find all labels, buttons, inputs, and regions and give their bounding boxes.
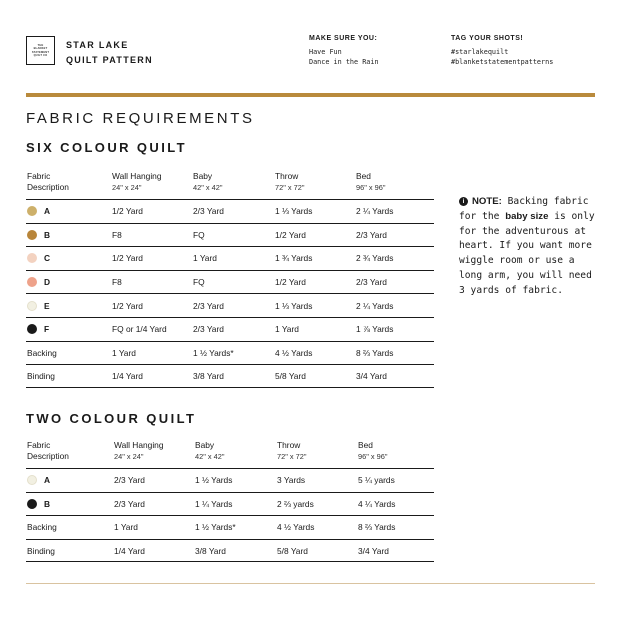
yardage-cell: 1/2 Yard <box>112 300 143 311</box>
yardage-cell: 2 ⅔ yards <box>277 498 314 509</box>
fabric-swatch <box>27 206 37 216</box>
fabric-label: Backing <box>27 347 57 358</box>
yardage-cell: 4 ¼ Yards <box>358 498 396 509</box>
yardage-cell: 1 Yard <box>114 522 138 533</box>
fabric-swatch <box>27 475 37 485</box>
tag-heading: TAG YOUR SHOTS! <box>451 35 524 42</box>
hashtag: #blanketstatementpatterns <box>451 58 554 66</box>
header-fabric <box>27 171 69 193</box>
header-label: Description <box>27 451 69 461</box>
yardage-cell: 2/3 Yard <box>114 498 145 509</box>
logo-line: QUILT CO <box>33 53 48 57</box>
note-label: NOTE: <box>472 196 502 207</box>
yardage-cell: 1 ⅓ Yards <box>275 206 313 217</box>
fabric-label: A <box>44 475 51 486</box>
yardage-cell: 1 Yard <box>112 347 136 358</box>
header-throw <box>277 440 307 462</box>
header-size: 72" x 72" <box>277 452 307 461</box>
logo-line: STATEMENT <box>31 50 50 54</box>
yardage-cell: 5 ¼ yards <box>358 475 395 486</box>
table-row <box>26 293 434 317</box>
header-fabric <box>27 440 69 462</box>
yardage-cell: 4 ½ Yards <box>275 347 313 358</box>
yardage-cell: 1 ⅓ Yards <box>275 300 313 311</box>
backing-note <box>459 195 599 299</box>
yardage-cell: 2/3 Yard <box>356 277 387 288</box>
yardage-cell: 2/3 Yard <box>114 475 145 486</box>
header-label: Throw <box>275 171 299 181</box>
yardage-cell: 1 ⅞ Yards <box>356 324 394 335</box>
table-header <box>26 171 434 199</box>
table-row <box>26 492 434 516</box>
yardage-cell: 8 ⅔ Yards <box>358 522 396 533</box>
yardage-cell: 1 ¼ Yards <box>195 498 233 509</box>
fabric-label: C <box>44 253 51 264</box>
page-title: FABRIC REQUIREMENTS <box>26 110 255 127</box>
brand-logo <box>26 36 55 65</box>
yardage-cell: F8 <box>112 229 122 240</box>
table-header <box>26 440 434 468</box>
header-label: Fabric <box>27 440 51 450</box>
yardage-cell: 2/3 Yard <box>193 324 224 335</box>
header-bed <box>356 171 386 193</box>
six-colour-heading: SIX COLOUR QUILT <box>26 140 187 155</box>
fabric-label: B <box>44 498 51 509</box>
header-size: 42" x 42" <box>195 452 225 461</box>
yardage-cell: 3/8 Yard <box>195 545 226 556</box>
table-row <box>26 515 434 539</box>
yardage-cell: 1/2 Yard <box>112 253 143 264</box>
yardage-cell: 2 ¼ Yards <box>356 206 394 217</box>
header-baby <box>193 171 223 193</box>
fabric-swatch <box>27 253 37 263</box>
yardage-cell: 1 Yard <box>275 324 299 335</box>
yardage-cell: FQ or 1/4 Yard <box>112 324 167 335</box>
table-row <box>26 199 434 223</box>
header-baby <box>195 440 225 462</box>
yardage-cell: 4 ½ Yards <box>277 522 315 533</box>
yardage-cell: 1/4 Yard <box>112 370 143 381</box>
fabric-swatch <box>27 301 37 311</box>
yardage-cell: 2/3 Yard <box>193 206 224 217</box>
yardage-cell: 2/3 Yard <box>356 229 387 240</box>
fabric-label: B <box>44 229 51 240</box>
make-sure-block <box>309 34 379 68</box>
hashtag: #starlakequilt <box>451 47 509 56</box>
pattern-name-line2: QUILT PATTERN <box>66 55 153 65</box>
yardage-cell: 3 Yards <box>277 475 306 486</box>
make-sure-line: Have Fun <box>309 47 342 56</box>
fabric-swatch <box>27 499 37 509</box>
yardage-cell: 1 ½ Yards* <box>195 522 236 533</box>
table-row <box>26 468 434 492</box>
fabric-label: Binding <box>27 545 55 556</box>
yardage-cell: 3/8 Yard <box>193 370 224 381</box>
header-label: Baby <box>195 440 215 450</box>
pattern-name <box>66 38 153 68</box>
header-throw <box>275 171 305 193</box>
header-label: Bed <box>356 171 371 181</box>
tag-block <box>451 34 553 68</box>
header-bed <box>358 440 388 462</box>
yardage-cell: 2/3 Yard <box>193 300 224 311</box>
header-label: Bed <box>358 440 373 450</box>
info-icon: i <box>459 197 468 206</box>
header-size: 24" x 24" <box>114 452 144 461</box>
six-colour-table <box>26 171 434 388</box>
note-emphasis: baby size <box>505 210 549 222</box>
yardage-cell: 1 Yard <box>193 253 217 264</box>
fabric-swatch <box>27 230 37 240</box>
yardage-cell: 3/4 Yard <box>356 370 387 381</box>
table-body <box>26 468 434 562</box>
make-sure-heading: MAKE SURE YOU: <box>309 35 378 42</box>
logo-line: THE <box>37 43 44 47</box>
note-text: Backing fabric for the <box>459 196 589 222</box>
yardage-cell: 1/2 Yard <box>112 206 143 217</box>
yardage-cell: 1/4 Yard <box>114 545 145 556</box>
fabric-label: D <box>44 277 51 288</box>
two-colour-table <box>26 440 434 562</box>
table-row <box>26 364 434 388</box>
note-text: is only for the adventurous at heart. If you want more wiggle room or use a long arm, you will need 3 yards of fabric. <box>459 210 595 296</box>
fabric-swatch <box>27 277 37 287</box>
header-size: 42" x 42" <box>193 183 223 192</box>
yardage-cell: 1/2 Yard <box>275 229 306 240</box>
yardage-cell: 1 ½ Yards <box>195 475 233 486</box>
yardage-cell: FQ <box>193 229 205 240</box>
header-label: Fabric <box>27 171 51 181</box>
header-wall-hanging <box>114 440 164 462</box>
yardage-cell: 1 ¾ Yards <box>275 253 313 264</box>
table-row <box>26 270 434 294</box>
yardage-cell: 5/8 Yard <box>275 370 306 381</box>
yardage-cell: 2 ¾ Yards <box>356 253 394 264</box>
yardage-cell: FQ <box>193 277 205 288</box>
table-body <box>26 199 434 388</box>
table-row <box>26 246 434 270</box>
yardage-cell: 1/2 Yard <box>275 277 306 288</box>
fabric-label: F <box>44 324 50 335</box>
footer-divider <box>26 583 595 584</box>
yardage-cell: 8 ⅔ Yards <box>356 347 394 358</box>
yardage-cell: 5/8 Yard <box>277 545 308 556</box>
yardage-cell: 3/4 Yard <box>358 545 389 556</box>
header-size: 24" x 24" <box>112 183 142 192</box>
header-divider <box>26 93 595 97</box>
two-colour-heading: TWO COLOUR QUILT <box>26 411 197 426</box>
header-label: Throw <box>277 440 301 450</box>
header-label: Description <box>27 182 69 192</box>
yardage-cell: 1 ½ Yards* <box>193 347 234 358</box>
header-label: Wall Hanging <box>112 171 162 181</box>
fabric-label: A <box>44 206 51 217</box>
fabric-label: Backing <box>27 522 57 533</box>
fabric-swatch <box>27 324 37 334</box>
header-size: 96" x 96" <box>356 183 386 192</box>
fabric-label: Binding <box>27 370 55 381</box>
header-size: 96" x 96" <box>358 452 388 461</box>
yardage-cell: 2 ¼ Yards <box>356 300 394 311</box>
header-wall-hanging <box>112 171 162 193</box>
table-row <box>26 317 434 341</box>
pattern-name-line1: STAR LAKE <box>66 40 129 50</box>
header-label: Baby <box>193 171 213 181</box>
header-label: Wall Hanging <box>114 440 164 450</box>
make-sure-line: Dance in the Rain <box>309 58 379 66</box>
logo-line: BLANKET <box>33 47 48 51</box>
table-row <box>26 223 434 247</box>
header-size: 72" x 72" <box>275 183 305 192</box>
fabric-label: E <box>44 300 50 311</box>
table-row <box>26 341 434 365</box>
table-row <box>26 539 434 563</box>
yardage-cell: F8 <box>112 277 122 288</box>
